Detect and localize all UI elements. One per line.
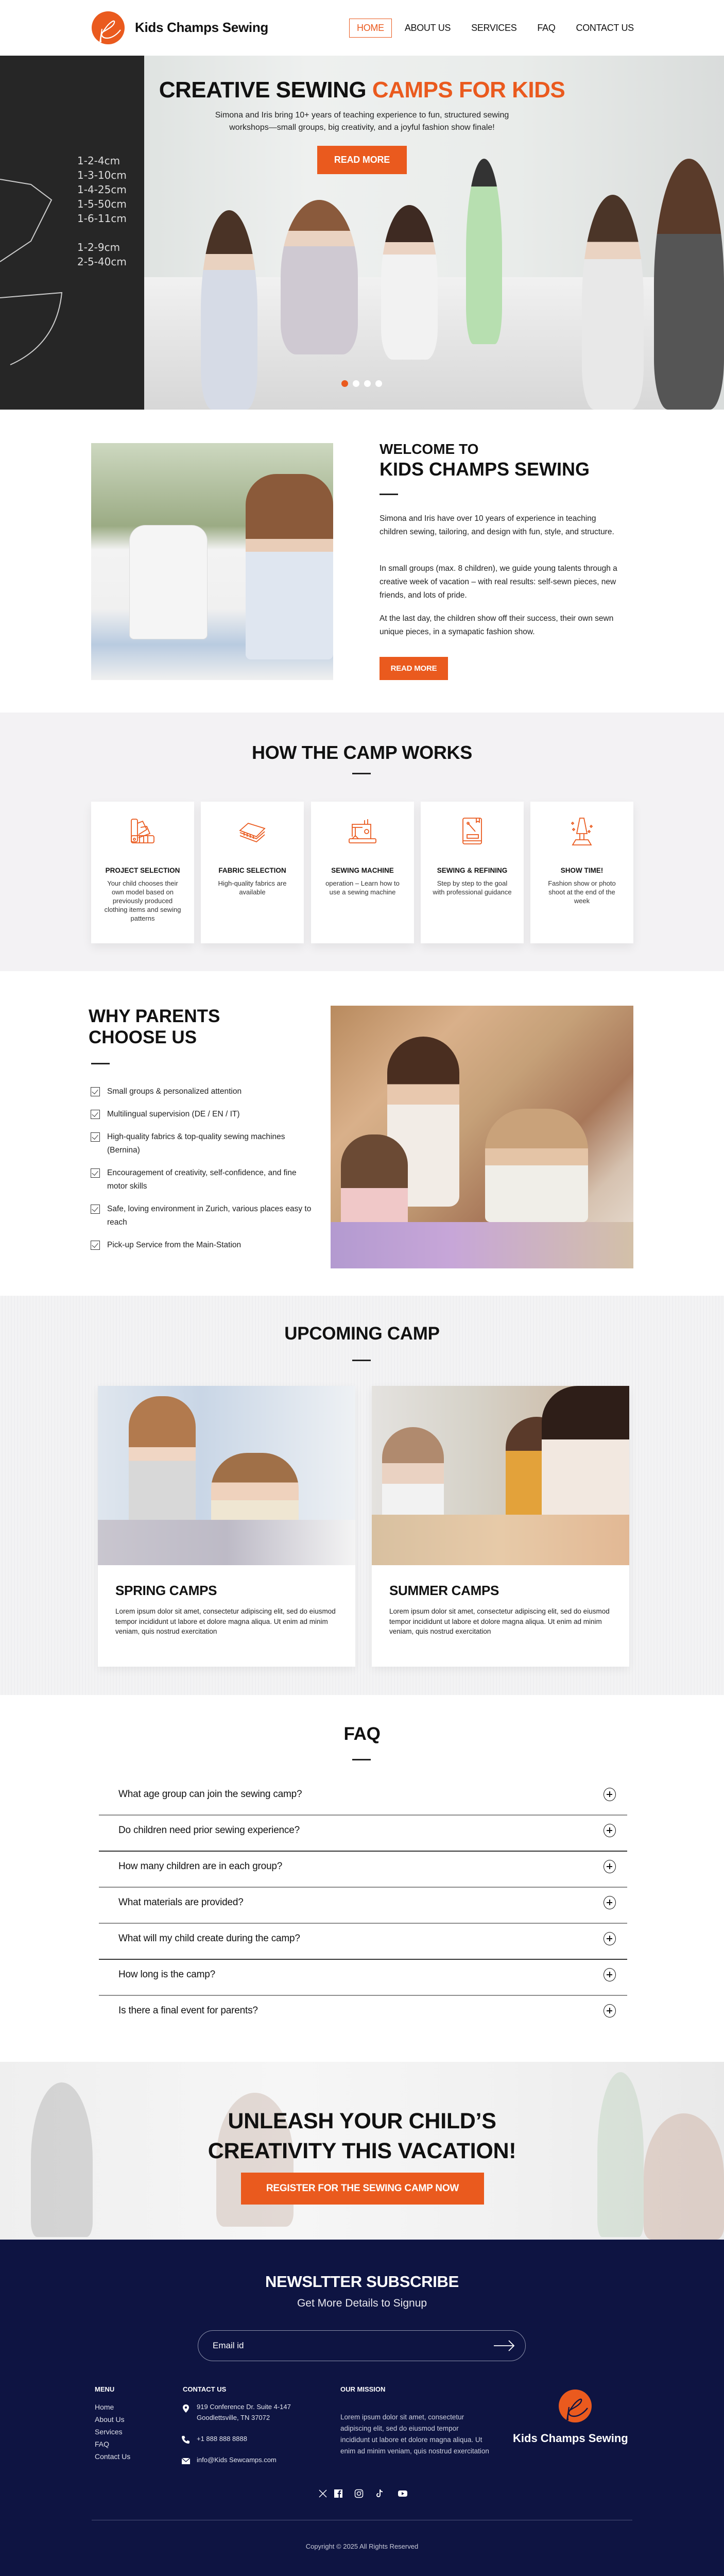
hero-photo-teacher [281, 200, 358, 354]
footer-contact-title: CONTACT US [183, 2385, 227, 2393]
camp-card-summer[interactable]: SUMMER CAMPS Lorem ipsum dolor sit amet, consectetur adipiscing elit, sed do eiusmod tempor incididunt ut labore et dolore magna aliqua. Ut enim ad minim veniam, quis nostrud exercitation [372, 1386, 629, 1667]
how-divider [352, 773, 371, 774]
how-title: HOW THE CAMP WORKS [252, 742, 472, 763]
footer-email[interactable]: info@Kids Sewcamps.com [197, 2456, 277, 2464]
slide-dot-4[interactable] [375, 380, 382, 387]
cta-banner [0, 2062, 724, 2240]
faq-title: FAQ [343, 1724, 381, 1744]
why-item: Encouragement of creativity, self-confidence, and fine motor skills [91, 1166, 312, 1193]
hero-photo-girl-3 [582, 195, 644, 410]
checkbox-checked-icon [91, 1205, 100, 1214]
hero-slider [0, 56, 724, 410]
nav-services[interactable]: SERVICES [471, 23, 517, 33]
checkbox-checked-icon [91, 1241, 100, 1250]
step-card-project-selection: PROJECT SELECTION Your child chooses their own model based on previously produced clothing items and sewing patterns [91, 802, 194, 943]
newsletter-title: NEWSLTTER SUBSCRIBE [265, 2273, 459, 2291]
nav-contact-us[interactable]: CONTACT US [576, 23, 634, 33]
newsletter-form [198, 2330, 526, 2361]
camp-card-spring[interactable]: SPRING CAMPS Lorem ipsum dolor sit amet, consectetur adipiscing elit, sed do eiusmod tempor incididunt ut labore et dolore magna aliqua. Ut enim ad minim veniam, quis nostrud exercitation [98, 1386, 355, 1667]
about-paragraph-2: In small groups (max. 8 children), we guide young talents through a creative week of vacation – with real results: self-sewn pieces, new friends, and lots of pride. [380, 564, 617, 600]
nav-about-us[interactable]: ABOUT US [404, 23, 451, 33]
upcoming-camp-section [0, 1296, 724, 1695]
step-card-sewing-machine: SEWING MACHINE operation – Learn how to use a sewing machine [311, 802, 414, 943]
main-nav [349, 19, 647, 38]
plus-circle-icon[interactable] [604, 2004, 616, 2018]
newsletter-email-input[interactable] [213, 2331, 480, 2361]
step-card-sewing-refining: SEWING & REFINING Step by step to the goal with professional guidance [421, 802, 524, 943]
footer-link-home[interactable]: Home [95, 2403, 114, 2411]
hero-chalkboard-image [0, 56, 144, 410]
about-title: KIDS CHAMPS SEWING [380, 459, 590, 480]
plus-circle-icon[interactable] [604, 1824, 616, 1837]
x-icon[interactable] [318, 2489, 327, 2498]
plus-circle-icon[interactable] [604, 1896, 616, 1909]
hero-subtitle: Simona and Iris bring 10+ years of teaching experience to fun, structured sewing workshops—small groups, big creativity, and a joyful fashion show finale! [215, 111, 509, 132]
slide-dot-1[interactable] [341, 380, 348, 387]
about-photo-girl-sewing [91, 443, 333, 680]
swatch-book-icon [127, 816, 158, 847]
sewing-machine-icon [347, 816, 378, 847]
why-divider [91, 1063, 110, 1064]
nav-home[interactable]: HOME [349, 19, 392, 38]
faq-item-6[interactable]: How long is the camp? [99, 1960, 627, 1996]
map-pin-icon [181, 2404, 191, 2413]
tiktok-icon[interactable] [375, 2489, 384, 2498]
newsletter-subtitle: Get More Details to Signup [297, 2297, 427, 2309]
plus-circle-icon[interactable] [604, 1968, 616, 1981]
faq-divider [352, 1759, 371, 1760]
dress-runway-icon [566, 816, 597, 847]
about-paragraph-1: Simona and Iris have over 10 years of experience in teaching children sewing, tailoring, and design with fun, style, and structure. [380, 514, 614, 536]
nav-faq[interactable]: FAQ [537, 23, 556, 33]
faq-item-1[interactable]: What age group can join the sewing camp? [99, 1780, 627, 1816]
upcoming-title: UPCOMING CAMP [284, 1324, 440, 1344]
checkbox-checked-icon [91, 1168, 100, 1178]
fabric-stack-icon [237, 816, 268, 847]
about-read-more-button[interactable]: READ MORE [380, 657, 448, 680]
why-photo-teacher-with-kids [331, 1006, 633, 1268]
why-item: Safe, loving environment in Zurich, various places easy to reach [91, 1202, 312, 1229]
faq-item-2[interactable]: Do children need prior sewing experience? [99, 1816, 627, 1852]
hero-photo-girl-2 [381, 205, 438, 360]
why-title: WHY PARENTS CHOOSE US [89, 1006, 220, 1047]
why-item: Small groups & personalized attention [91, 1085, 312, 1098]
footer-menu-title: MENU [95, 2385, 115, 2393]
footer-address: 919 Conference Dr. Suite 4-147 Goodlettsville, TN 37072 [197, 2403, 291, 2421]
plus-circle-icon[interactable] [604, 1860, 616, 1873]
footer-brand: Kids Champs Sewing [513, 2432, 628, 2445]
register-camp-button[interactable]: REGISTER FOR THE SEWING CAMP NOW [241, 2173, 484, 2205]
about-divider [380, 494, 398, 495]
envelope-icon [181, 2456, 191, 2466]
plus-circle-icon[interactable] [604, 1932, 616, 1945]
slider-pagination [341, 380, 382, 387]
why-item: Multilingual supervision (DE / EN / IT) [91, 1108, 312, 1121]
faq-item-5[interactable]: What will my child create during the camp? [99, 1924, 627, 1960]
phone-icon [181, 2435, 191, 2444]
checkbox-checked-icon [91, 1087, 100, 1096]
cta-title: UNLEASH YOUR CHILD’S CREATIVITY THIS VACATION! [208, 2109, 516, 2163]
hero-photo-dress-form [466, 159, 502, 344]
footer-logo-icon[interactable] [559, 2389, 592, 2422]
footer-link-contact-us[interactable]: Contact Us [95, 2452, 131, 2461]
about-kicker: WELCOME TO [380, 441, 479, 457]
why-item: Pick-up Service from the Main-Station [91, 1239, 312, 1252]
checkbox-checked-icon [91, 1132, 100, 1142]
step-card-show-time: SHOW TIME! Fashion show or photo shoot at the end of the week [530, 802, 633, 943]
arrow-right-icon[interactable] [493, 2340, 515, 2352]
hero-photo-girl-4 [654, 159, 724, 410]
faq-item-7[interactable]: Is there a final event for parents? [99, 1996, 627, 2032]
how-camp-works-section [0, 713, 724, 971]
site-header [0, 0, 724, 56]
hero-read-more-button[interactable]: READ MORE [317, 146, 407, 174]
step-card-fabric-selection: FABRIC SELECTION High-quality fabrics are available [201, 802, 304, 943]
instagram-icon[interactable] [354, 2489, 364, 2498]
footer-link-services[interactable]: Services [95, 2428, 123, 2436]
chalkboard-measurements: 1-2-4cm 1-3-10cm 1-4-25cm 1-5-50cm 1-6-11cm 1-2-9cm 2-5-40cm [77, 155, 127, 268]
checkbox-checked-icon [91, 1110, 100, 1119]
social-links [318, 2489, 408, 2498]
slide-dot-2[interactable] [353, 380, 359, 387]
upcoming-divider [352, 1360, 371, 1361]
footer-phone[interactable]: +1 888 888 8888 [197, 2435, 247, 2443]
footer-link-about-us[interactable]: About Us [95, 2415, 125, 2424]
needle-thread-logo-icon[interactable] [92, 11, 125, 44]
hero-photo-girl-1 [201, 210, 257, 410]
footer-mission-title: OUR MISSION [340, 2385, 386, 2393]
facebook-icon[interactable] [334, 2489, 343, 2498]
summer-camp-photo [372, 1386, 629, 1565]
plus-circle-icon[interactable] [604, 1788, 616, 1801]
footer-mission-text: Lorem ipsum dolor sit amet, consectetur adipiscing elit, sed do eiusmod tempor incididunt ut labore et dolore magna aliqua. Ut enim ad minim veniam, quis nostrud exercitation [340, 2413, 489, 2455]
copyright-text: Copyright © 2025 All Rights Reserved [305, 2543, 419, 2550]
slide-dot-3[interactable] [364, 380, 371, 387]
why-item: High-quality fabrics & top-quality sewing machines (Bernina) [91, 1130, 312, 1157]
faq-item-4[interactable]: What materials are provided? [99, 1888, 627, 1924]
faq-item-3[interactable]: How many children are in each group? [99, 1852, 627, 1888]
footer-link-faq[interactable]: FAQ [95, 2440, 110, 2448]
hero-title: CREATIVE SEWING CAMPS FOR KIDS [159, 77, 565, 103]
spring-camp-photo [98, 1386, 355, 1565]
brand-name[interactable]: Kids Champs Sewing [135, 20, 268, 35]
about-paragraph-3: At the last day, the children show off their success, their own sewn unique pieces, in a symapatic fashion show. [380, 614, 614, 636]
youtube-icon[interactable] [398, 2489, 408, 2498]
sewing-book-icon [457, 816, 488, 847]
